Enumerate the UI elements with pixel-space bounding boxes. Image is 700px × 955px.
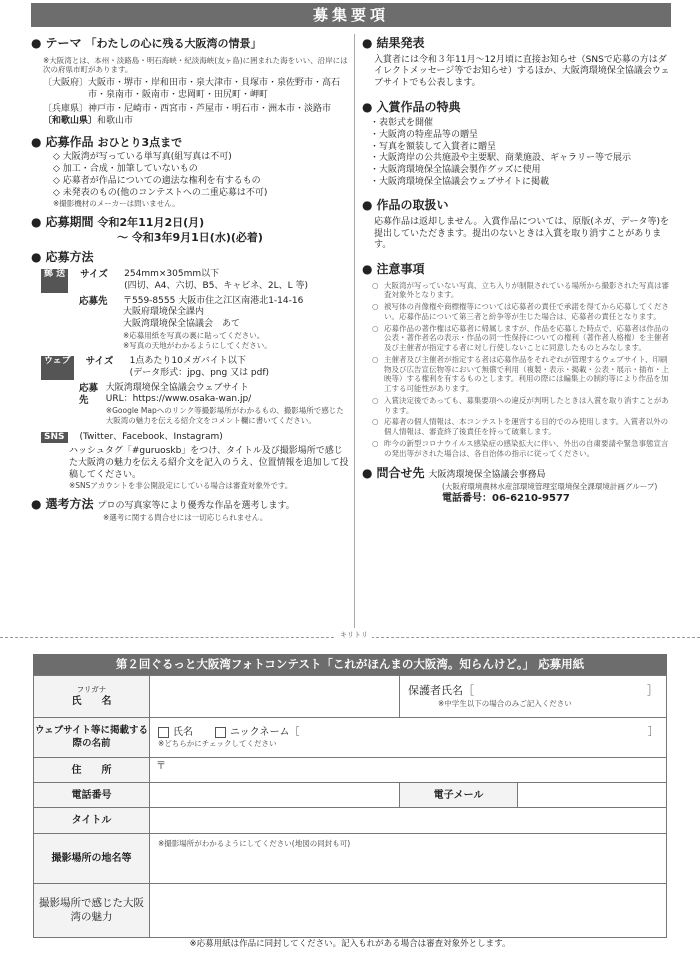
works-heading: ● 応募作品 おひとり3点まで [31,134,183,149]
mail-tag: 郵 送 [41,269,68,292]
benefit-item: ・大阪湾環境保全協議会製作グッズに使用 [370,165,541,175]
works-head: 応募作品 [45,134,94,149]
benefits-head: 入賞作品の特典 [376,99,461,114]
benefit-item: ・大阪湾環境保全協議会ウェブサイトに掲載 [370,176,550,187]
method-head: 応募方法 [45,249,94,264]
results-head: 結果発表 [376,36,425,50]
cut-label: キリトリ [336,631,372,640]
mail-size: 254mm×305mm以下 [124,269,220,280]
works-note: ※撮影機材のメーカーは問いません。 [53,199,180,209]
works-item: ◇ 大阪湾が写っている単写真(組写真は不可) [53,152,232,163]
period-from: 令和2年11月2日(月) [97,215,205,229]
caution-text: 応募作品の著作権は応募者に帰属しますが、作品を応募した時点で、応募者は作品の公表・著作者名の表示・作品の同一性保持についての権利（著作者人格権）を主催者及び主催者が指定する者に対し行使しないことに同意したものとみなします。 [384,323,669,353]
works-item: ◇ 応募者が作品についての適法な権利を有するもの [53,175,261,186]
works-sub: おひとり3点まで [97,135,183,149]
mail-section [31,269,351,350]
address-label: 住 所 [34,758,150,783]
benefit-item: ・大阪湾の特産品等の贈呈 [370,129,479,140]
contact-heading: ● 問合せ先 大阪湾環境保全協議会事務局 [362,466,546,481]
works-item: ◇ 加工・合成・加筆していないもの [53,164,198,175]
osaka-label: 〔大阪府〕 [43,78,89,89]
caution-text: 被写体の肖像権や商標権等については応募者の責任で承諾を得てから応募してください。応募作品について第三者と紛争等が生じた場合は、応募者の責任となります。 [384,302,669,321]
guardian-close: ］ [647,684,658,698]
cautions-list [362,281,672,459]
caution-item: ○ 主催者及び主催者が指定する者は応募作品をそれぞれが管理するウェブサイト、印刷物及び広告宣伝物等において無償で利用（複製・表示・掲載・公表・展示・插布・上映等）する権利を有するものとします。利用の際には編集上の制約等により作品を加工する可能性があります。 [362,355,672,394]
contact-org: 大阪湾環境保全協議会事務局 [428,470,546,481]
title-label: タイトル [34,808,150,834]
selection-note: ※選考に関する問合せには一切応じられません。 [103,512,268,522]
period-heading: ● 応募期間 令和2年11月2日(月) [31,214,205,229]
guardian-label: 保護者氏名［ [408,684,474,698]
contact-head: 問合せ先 [376,466,425,481]
wakayama-list: 和歌山市 [97,116,134,127]
results-heading: ● 結果発表 [362,36,425,50]
theme-head: テーマ [45,36,82,50]
hyogo-row [31,104,351,116]
mail-note1: ※応募用紙を写真の裏に貼ってください。 [123,330,265,340]
selection-text: プロの写真家等により優秀な作品を選考します。 [97,501,295,512]
caution-item: ○ 応募者の個人情報は、本コンテストを運営する目的でのみ使用します。入賞者以外の個人情報は、審査終了後責任を持って破棄します。 [362,417,672,437]
footer-note: ※応募用紙は作品に同封してください。記入もれがある場合は審査対象外とします。 [189,939,511,949]
handling-head: 作品の取扱い [376,198,449,213]
opt-nickname-label: ニックネーム［ [230,727,300,739]
benefit-item: ・大阪湾岸の公共施設や主要駅、商業施設、ギャラリー等で展示 [370,153,632,164]
contact-tel: 電話番号：06-6210-9577 [442,492,570,504]
page-banner: 募集要項 [31,3,671,27]
mail-dest2: 大阪府環境保全課内 [123,307,205,318]
guardian-cell[interactable] [400,676,667,718]
left-column [31,36,351,523]
address-field[interactable] [150,758,667,783]
hyogo-label: 〔兵庫県〕 [43,104,89,115]
caution-text: 大阪湾が写っていない写真、立ち入りが制限されている場所から撮影された写真は審査対象外となります。 [384,280,669,300]
caution-item: ○ 昨今の新型コロナウイルス感染症の感染拡大に伴い、外出の自粛要請や緊急事態宣言の発出等がされた場合は、各自治体の指示に従ってください。 [362,439,672,459]
mail-dest-label: 応募先 [79,295,108,307]
osaka-list: 大阪市・堺市・岸和田市・泉大津市・貝塚市・泉佐野市・高石市・泉南市・阪南市・忠岡町・田尻町・岬町 [88,78,341,100]
handling-heading: ● 作品の取扱い [362,198,449,213]
charm-label: 撮影場所で感じた大阪湾の魅力 [34,884,150,938]
benefit-item: ・表彰式を開催 [370,118,434,129]
title-field[interactable] [150,808,667,834]
furigana-label: フリガナ [76,685,107,695]
works-list [31,152,351,199]
name-checkbox[interactable] [158,727,169,738]
entry-form [33,675,667,938]
postal-mark: 〒 [156,761,166,772]
guardian-note: ※中学生以下の場合のみご記入ください [438,698,572,708]
period-to: 〜 令和3年9月1日(水)(必着) [117,230,263,244]
web-name-label: ウェブサイト等に掲載する際の名前 [34,718,150,758]
selection-head: 選考方法 [45,497,94,512]
theme-title: 「わたしの心に残る大阪湾の情景」 [85,37,262,50]
cautions-heading: ● 注意事項 [362,262,425,277]
method-heading: ● 応募方法 [31,249,94,264]
period-head: 応募期間 [45,214,94,229]
web-tag: ウェブ [41,356,74,379]
web-section [31,356,351,425]
email-field[interactable] [518,783,667,808]
works-item: ◇ 未発表のもの(他のコンテストへの二重応募は不可) [53,187,268,198]
web-url[interactable]: URL：https://www.osaka-wan.jp/ [105,394,252,405]
name-label-cell [34,676,150,718]
opt-note: ※どちらかにチェックしてください [158,739,277,749]
web-dest-label: 応募先 [79,382,99,407]
caution-item: ○ 被写体の肖像権や商標権等については応募者の責任で承諾を得てから応募してください。応募作品について第三者と紛争等が生じた場合は、応募者の責任となります。 [362,302,672,322]
mail-dest1: 〒559-8555 大阪市住之江区南港北1-14-16 [123,295,304,306]
phone-label: 電話番号 [34,783,150,808]
mail-size-label: サイズ [80,269,108,281]
caution-item: ○ 応募作品の著作権は応募者に帰属しますが、作品を応募した時点で、応募者は作品の公表・著作者名の表示・作品の同一性保持についての権利（著作者人格権）を主催者及び主催者が指定する者に対し行使しないことに同意したものとみなします。 [362,324,672,353]
place-label: 撮影場所の地名等 [34,834,150,884]
cautions-head: 注意事項 [376,262,425,277]
caution-text: 入賞決定後であっても、募集要項への違反が判明したときは入賞を取り消すことがあります。 [384,395,669,415]
web-note1: ※Google Mapへのリンク等撮影場所がわかるもの、撮影場所で感じた大阪湾の魅力を伝える紹介文をコメント欄に書いてください。 [105,406,344,425]
theme-heading: ● テーマ 「わたしの心に残る大阪湾の情景」 [31,36,262,50]
name-label: 氏 名 [71,695,112,707]
form-title: 第２回ぐるっと大阪湾フォトコンテスト「これがほんまの大阪湾。知らんけど。」 応募用紙 [33,654,667,675]
caution-item: ○ 大阪湾が写っていない写真、立ち入りが制限されている場所から撮影された写真は審査対象外となります。 [362,281,672,301]
caution-text: 応募者の個人情報は、本コンテストを運営する目的でのみ使用します。入賞者以外の個人情報は、審査終了後責任を持って破棄します。 [384,417,669,437]
place-note: ※撮影場所がわかるようにしてください(地図の同封も可) [158,839,351,848]
phone-field[interactable] [150,783,400,808]
theme-note: ※大阪湾とは、本州・淡路島・明石海峡・紀淡海峡(友ヶ島)に囲まれた海をいい、沿岸には次の府県市町があります。 [43,55,348,75]
results-text: 入賞者には令和３年11月〜12月頃に直接お知らせ（SNSで応募の方はダイレクトメッセージ等でお知らせ）するほか、大阪湾環境保全協議会ウェブサイトでも公表します。 [374,54,670,88]
hyogo-list: 神戸市・尼崎市・西宮市・芦屋市・明石市・洲本市・淡路市 [88,104,332,115]
osaka-row [31,78,351,101]
right-column [362,36,672,505]
web-name-cell [150,718,667,758]
caution-text: 昨今の新型コロナウイルス感染症の感染拡大に伴い、外出の自粛要請や緊急事態宣言の発出等がされた場合は、各自治体の指示に従ってください。 [384,438,669,458]
benefits-heading: ● 入賞作品の特典 [362,99,461,114]
wakayama-row [31,116,351,128]
mail-note2: ※写真の天地がわかるようにしてください。 [123,340,272,350]
web-size2: (データ形式：jpg、png 又は pdf) [129,368,270,379]
sns-tag: SNS [41,432,68,444]
caution-text: 主催者及び主催者が指定する者は応募作品をそれぞれが管理するウェブサイト、印刷物及び広告宣伝物等において無償で利用（複製・表示・掲載・公表・展示・插布・上映等）する権利を有するものとします。利用の際には編集上の制約等により作品を加工する可能性があります。 [384,354,669,394]
web-dest1: 大阪湾環境保全協議会ウェブサイト [105,382,249,393]
selection-heading: ● 選考方法 プロの写真家等により優秀な作品を選考します。 [31,497,295,512]
sns-section [31,432,351,492]
benefit-item: ・写真を額装して入賞者に贈呈 [370,141,497,152]
handling-text: 応募作品は返却しません。入賞作品については、原版(ネガ、データ等)を提出していただきます。提出のないときは入賞を取り消すことがあります。 [374,216,670,251]
benefits-list [362,118,672,188]
name-field[interactable] [150,676,400,718]
web-size-label: サイズ [85,356,114,368]
opt-close: ］ [648,727,658,739]
email-label: 電子メール [400,783,518,808]
charm-field[interactable] [150,884,667,938]
wakayama-label: 〔和歌山県〕 [43,116,98,127]
sns-platforms: (Twitter、Facebook、Instagram) [79,431,223,442]
caution-item: ○ 入賞決定後であっても、募集要項への違反が判明したときは入賞を取り消すことがあります。 [362,396,672,416]
sns-text: ハッシュタグ「#guruoskb」をつけ、タイトル及び撮影場所で感じた大阪湾の魅力を伝える紹介文を記入のうえ、位置情報を追加して投稿してください。 [69,446,349,480]
mail-size2: (四切、A4、六切、B5、キャビネ、2L、L 等) [124,281,309,292]
sns-note: ※SNSアカウントを非公開設定にしている場合は審査対象外です。 [69,481,293,491]
contact-org2: (大阪府環境農林水産部環境管理室環境保全課環境計画グループ) [442,482,658,492]
opt-name-label: 氏名 [173,727,193,739]
mail-dest3: 大阪湾環境保全協議会 あて [123,319,241,330]
place-field[interactable] [150,834,667,884]
column-divider [354,34,355,628]
nickname-checkbox[interactable] [215,727,226,738]
web-size: 1点あたり10メガバイト以下 [129,356,246,367]
